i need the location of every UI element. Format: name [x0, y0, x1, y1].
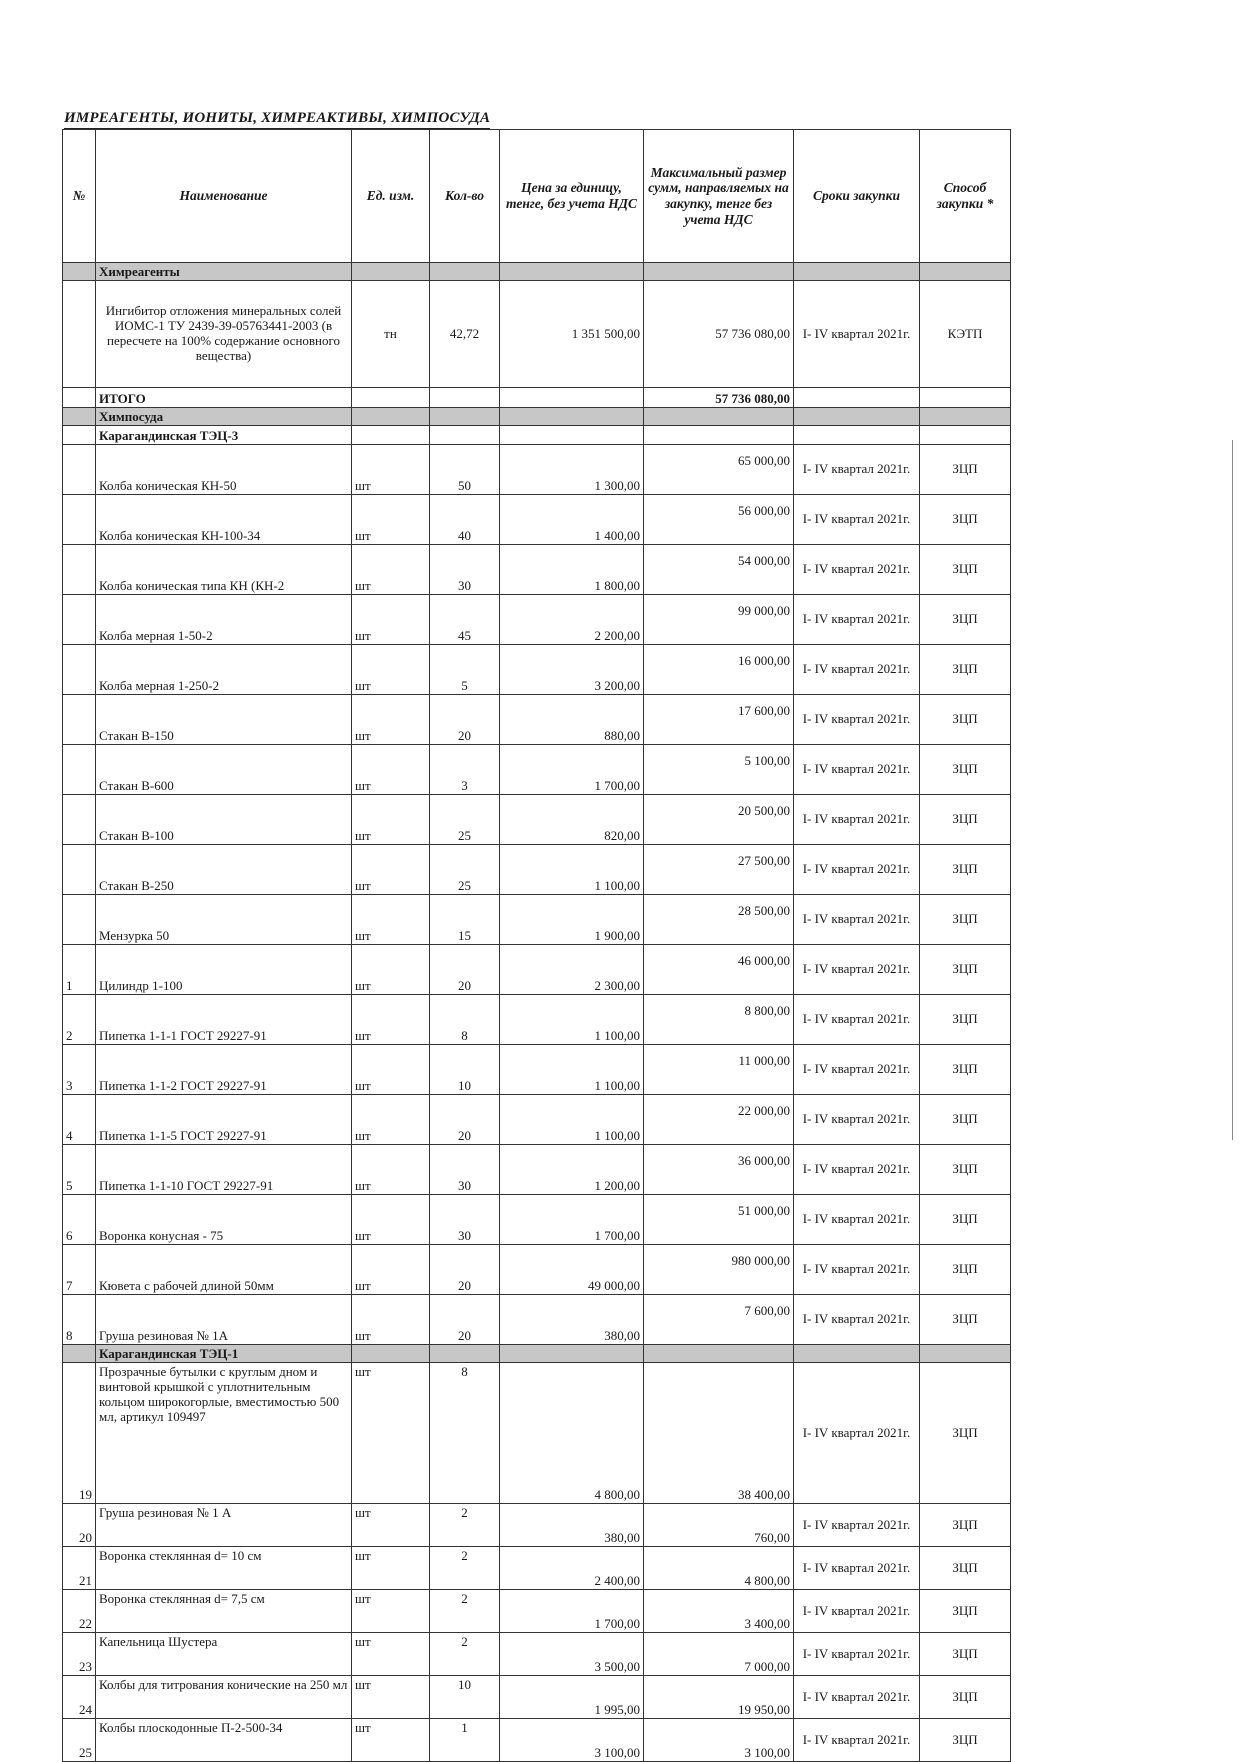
- item-method: ЗЦП: [920, 1547, 1011, 1590]
- item-method: ЗЦП: [920, 745, 1011, 795]
- item-price: 1 700,00: [500, 745, 644, 795]
- item-unit: шт: [352, 1590, 430, 1633]
- item-price: 2 400,00: [500, 1547, 644, 1590]
- item-method: ЗЦП: [920, 1633, 1011, 1676]
- item-qty: 15: [430, 895, 500, 945]
- header-num: №: [63, 130, 96, 263]
- item-max-sum: 38 400,00: [644, 1363, 794, 1504]
- item-num: [63, 445, 96, 495]
- item-max-sum: 22 000,00: [644, 1095, 794, 1145]
- item-price: 1 400,00: [500, 495, 644, 545]
- item-term: I- IV квартал 2021г.: [794, 1045, 920, 1095]
- item-qty: 2: [430, 1590, 500, 1633]
- item-qty: 30: [430, 1145, 500, 1195]
- item-max-sum: 5 100,00: [644, 745, 794, 795]
- item-method: ЗЦП: [920, 695, 1011, 745]
- item-unit: шт: [352, 645, 430, 695]
- table-row: [63, 1590, 1011, 1633]
- subsection-row-tec1: [63, 1345, 1011, 1363]
- item-num: [63, 745, 96, 795]
- item-name: Стакан В-250: [96, 845, 352, 895]
- item-term: I- IV квартал 2021г.: [794, 995, 920, 1045]
- procurement-table: [62, 129, 1011, 1762]
- item-name: Прозрачные бутылки с круглым дном и винтовой крышкой с уплотнительным кольцом широкогорлые, вместимостью 500 мл, артикул 109497: [96, 1363, 352, 1504]
- item-unit: шт: [352, 1295, 430, 1345]
- item-unit: тн: [352, 281, 430, 388]
- item-name: Колба коническая КН-50: [96, 445, 352, 495]
- item-price: 2 300,00: [500, 945, 644, 995]
- item-term: I- IV квартал 2021г.: [794, 1590, 920, 1633]
- table-row: [63, 1363, 1011, 1504]
- item-qty: 1: [430, 1719, 500, 1762]
- item-qty: 8: [430, 995, 500, 1045]
- item-price: 4 800,00: [500, 1363, 644, 1504]
- item-method: ЗЦП: [920, 1719, 1011, 1762]
- item-name: Колбы для титрования конические на 250 мл: [96, 1676, 352, 1719]
- item-qty: 3: [430, 745, 500, 795]
- item-name: Колба мерная 1-250-2: [96, 645, 352, 695]
- item-num: 2: [63, 995, 96, 1045]
- item-unit: шт: [352, 945, 430, 995]
- item-name: Капельница Шустера: [96, 1633, 352, 1676]
- item-term: I- IV квартал 2021г.: [794, 545, 920, 595]
- table-row: [63, 695, 1011, 745]
- item-unit: шт: [352, 995, 430, 1045]
- item-method: КЭТП: [920, 281, 1011, 388]
- item-unit: шт: [352, 1363, 430, 1504]
- item-price: 1 700,00: [500, 1195, 644, 1245]
- item-term: I- IV квартал 2021г.: [794, 1195, 920, 1245]
- item-qty: 50: [430, 445, 500, 495]
- item-max-sum: 46 000,00: [644, 945, 794, 995]
- item-num: [63, 595, 96, 645]
- header-price: Цена за единицу, тенге, без учета НДС: [500, 130, 644, 263]
- item-term: I- IV квартал 2021г.: [794, 845, 920, 895]
- table-header-row: [63, 130, 1011, 263]
- item-price: 1 995,00: [500, 1676, 644, 1719]
- item-unit: шт: [352, 845, 430, 895]
- item-max-sum: 54 000,00: [644, 545, 794, 595]
- item-price: 1 800,00: [500, 545, 644, 595]
- item-method: ЗЦП: [920, 1045, 1011, 1095]
- item-num: [63, 545, 96, 595]
- item-max-sum: 4 800,00: [644, 1547, 794, 1590]
- table-row: [63, 1045, 1011, 1095]
- item-max-sum: 11 000,00: [644, 1045, 794, 1095]
- table-row: [63, 845, 1011, 895]
- item-unit: шт: [352, 495, 430, 545]
- item-max-sum: 7 000,00: [644, 1633, 794, 1676]
- item-num: 19: [63, 1363, 96, 1504]
- item-term: I- IV квартал 2021г.: [794, 445, 920, 495]
- item-qty: 2: [430, 1504, 500, 1547]
- item-qty: 20: [430, 695, 500, 745]
- item-num: 24: [63, 1676, 96, 1719]
- item-term: I- IV квартал 2021г.: [794, 495, 920, 545]
- item-method: ЗЦП: [920, 595, 1011, 645]
- section-label: Химпосуда: [96, 408, 352, 426]
- item-num: [63, 695, 96, 745]
- total-row: [63, 388, 1011, 408]
- item-qty: 30: [430, 1195, 500, 1245]
- item-unit: шт: [352, 445, 430, 495]
- item-num: [63, 645, 96, 695]
- total-label: ИТОГО: [96, 388, 352, 408]
- item-num: [63, 895, 96, 945]
- item-num: 21: [63, 1547, 96, 1590]
- item-price: 1 100,00: [500, 995, 644, 1045]
- item-term: I- IV квартал 2021г.: [794, 595, 920, 645]
- item-term: I- IV квартал 2021г.: [794, 745, 920, 795]
- table-row: [63, 1195, 1011, 1245]
- item-max-sum: 980 000,00: [644, 1245, 794, 1295]
- item-term: I- IV квартал 2021г.: [794, 281, 920, 388]
- item-name: Стакан В-150: [96, 695, 352, 745]
- item-max-sum: 20 500,00: [644, 795, 794, 845]
- item-name: Стакан В-600: [96, 745, 352, 795]
- table-row: [63, 1504, 1011, 1547]
- header-qty: Кол-во: [430, 130, 500, 263]
- item-unit: шт: [352, 1145, 430, 1195]
- item-price: 3 500,00: [500, 1633, 644, 1676]
- table-row: [63, 1095, 1011, 1145]
- item-qty: 10: [430, 1045, 500, 1095]
- item-qty: 30: [430, 545, 500, 595]
- item-term: I- IV квартал 2021г.: [794, 1719, 920, 1762]
- item-method: ЗЦП: [920, 945, 1011, 995]
- item-unit: шт: [352, 1245, 430, 1295]
- item-price: 1 351 500,00: [500, 281, 644, 388]
- item-qty: 20: [430, 945, 500, 995]
- item-price: 49 000,00: [500, 1245, 644, 1295]
- table-row: [63, 645, 1011, 695]
- total-value: 57 736 080,00: [644, 388, 794, 408]
- header-max-sum: Максимальный размер сумм, направляемых на закупку, тенге без учета НДС: [644, 130, 794, 263]
- item-term: I- IV квартал 2021г.: [794, 945, 920, 995]
- item-name: Пипетка 1-1-10 ГОСТ 29227-91: [96, 1145, 352, 1195]
- item-qty: 8: [430, 1363, 500, 1504]
- item-qty: 45: [430, 595, 500, 645]
- item-method: ЗЦП: [920, 895, 1011, 945]
- item-qty: 20: [430, 1095, 500, 1145]
- subsection-label: Карагандинская ТЭЦ-1: [96, 1345, 352, 1363]
- item-num: 7: [63, 1245, 96, 1295]
- item-term: I- IV квартал 2021г.: [794, 1363, 920, 1504]
- item-method: ЗЦП: [920, 1504, 1011, 1547]
- item-max-sum: 7 600,00: [644, 1295, 794, 1345]
- item-num: [63, 495, 96, 545]
- item-qty: 20: [430, 1245, 500, 1295]
- item-max-sum: 99 000,00: [644, 595, 794, 645]
- table-row: [63, 795, 1011, 845]
- item-max-sum: 760,00: [644, 1504, 794, 1547]
- table-row: [63, 595, 1011, 645]
- item-qty: 10: [430, 1676, 500, 1719]
- item-price: 2 200,00: [500, 595, 644, 645]
- item-term: I- IV квартал 2021г.: [794, 695, 920, 745]
- item-term: I- IV квартал 2021г.: [794, 1547, 920, 1590]
- item-name: Груша резиновая № 1 А: [96, 1504, 352, 1547]
- item-qty: 25: [430, 795, 500, 845]
- item-qty: 2: [430, 1633, 500, 1676]
- header-name: Наименование: [96, 130, 352, 263]
- section-row-chem: [63, 263, 1011, 281]
- item-name: Воронка стеклянная d= 10 см: [96, 1547, 352, 1590]
- item-num: 6: [63, 1195, 96, 1245]
- item-unit: шт: [352, 745, 430, 795]
- item-num: 1: [63, 945, 96, 995]
- subsection-row-tec3: [63, 426, 1011, 445]
- item-unit: шт: [352, 545, 430, 595]
- item-name: Пипетка 1-1-2 ГОСТ 29227-91: [96, 1045, 352, 1095]
- item-unit: шт: [352, 1633, 430, 1676]
- section-row-glass: [63, 408, 1011, 426]
- item-max-sum: 36 000,00: [644, 1145, 794, 1195]
- item-qty: 20: [430, 1295, 500, 1345]
- item-name: Колба коническая типа КН (КН-2: [96, 545, 352, 595]
- item-num: [63, 845, 96, 895]
- item-method: ЗЦП: [920, 845, 1011, 895]
- item-num: [63, 795, 96, 845]
- table-row: [63, 945, 1011, 995]
- header-unit: Ед. изм.: [352, 130, 430, 263]
- item-qty: 42,72: [430, 281, 500, 388]
- item-method: ЗЦП: [920, 1195, 1011, 1245]
- item-name: Колба мерная 1-50-2: [96, 595, 352, 645]
- item-price: 820,00: [500, 795, 644, 845]
- item-num: 3: [63, 1045, 96, 1095]
- item-max-sum: 27 500,00: [644, 845, 794, 895]
- item-price: 880,00: [500, 695, 644, 745]
- item-method: ЗЦП: [920, 1363, 1011, 1504]
- item-price: 1 100,00: [500, 845, 644, 895]
- item-max-sum: 57 736 080,00: [644, 281, 794, 388]
- table-row: [63, 995, 1011, 1045]
- document-title: ИМРЕАГЕНТЫ, ИОНИТЫ, ХИМРЕАКТИВЫ, ХИМПОСУДА: [64, 110, 490, 129]
- section-label: Химреагенты: [96, 263, 352, 281]
- item-price: 1 900,00: [500, 895, 644, 945]
- item-method: ЗЦП: [920, 995, 1011, 1045]
- item-unit: шт: [352, 1045, 430, 1095]
- table-row: [63, 1676, 1011, 1719]
- item-method: ЗЦП: [920, 1676, 1011, 1719]
- item-term: I- IV квартал 2021г.: [794, 1245, 920, 1295]
- item-name: Колбы плоскодонные П-2-500-34: [96, 1719, 352, 1762]
- item-unit: шт: [352, 695, 430, 745]
- table-row: [63, 1245, 1011, 1295]
- table-row: [63, 495, 1011, 545]
- item-num: 22: [63, 1590, 96, 1633]
- item-unit: шт: [352, 1676, 430, 1719]
- item-method: ЗЦП: [920, 1295, 1011, 1345]
- item-name: Воронка стеклянная d= 7,5 см: [96, 1590, 352, 1633]
- item-term: I- IV квартал 2021г.: [794, 1295, 920, 1345]
- item-max-sum: 28 500,00: [644, 895, 794, 945]
- item-name: Кювета с рабочей длиной 50мм: [96, 1245, 352, 1295]
- table-row: [63, 1633, 1011, 1676]
- table-row: [63, 1547, 1011, 1590]
- item-price: 380,00: [500, 1295, 644, 1345]
- item-qty: 25: [430, 845, 500, 895]
- item-qty: 2: [430, 1547, 500, 1590]
- item-price: 380,00: [500, 1504, 644, 1547]
- item-term: I- IV квартал 2021г.: [794, 1095, 920, 1145]
- item-max-sum: 56 000,00: [644, 495, 794, 545]
- item-max-sum: 65 000,00: [644, 445, 794, 495]
- table-row: [63, 745, 1011, 795]
- item-num: 23: [63, 1633, 96, 1676]
- item-term: I- IV квартал 2021г.: [794, 645, 920, 695]
- item-num: 5: [63, 1145, 96, 1195]
- item-term: I- IV квартал 2021г.: [794, 1633, 920, 1676]
- item-max-sum: 8 800,00: [644, 995, 794, 1045]
- item-term: I- IV квартал 2021г.: [794, 1504, 920, 1547]
- item-method: ЗЦП: [920, 445, 1011, 495]
- item-term: I- IV квартал 2021г.: [794, 1676, 920, 1719]
- item-price: 3 200,00: [500, 645, 644, 695]
- item-price: 1 100,00: [500, 1095, 644, 1145]
- item-max-sum: 3 100,00: [644, 1719, 794, 1762]
- item-unit: шт: [352, 895, 430, 945]
- table-row: [63, 445, 1011, 495]
- item-max-sum: 16 000,00: [644, 645, 794, 695]
- item-num: 4: [63, 1095, 96, 1145]
- item-num: 20: [63, 1504, 96, 1547]
- item-max-sum: 19 950,00: [644, 1676, 794, 1719]
- item-max-sum: 3 400,00: [644, 1590, 794, 1633]
- table-row: [63, 895, 1011, 945]
- item-method: ЗЦП: [920, 1095, 1011, 1145]
- item-method: ЗЦП: [920, 1590, 1011, 1633]
- item-price: 1 700,00: [500, 1590, 644, 1633]
- item-method: ЗЦП: [920, 495, 1011, 545]
- table-row: [63, 1295, 1011, 1345]
- item-name: Пипетка 1-1-1 ГОСТ 29227-91: [96, 995, 352, 1045]
- scan-edge-line: [1232, 440, 1233, 1140]
- header-method: Способ закупки *: [920, 130, 1011, 263]
- item-price: 1 300,00: [500, 445, 644, 495]
- item-method: ЗЦП: [920, 1245, 1011, 1295]
- item-name: Ингибитор отложения минеральных солей ИОМС-1 ТУ 2439-39-05763441-2003 (в пересчете на 100% содержание основного вещества): [96, 281, 352, 388]
- item-unit: шт: [352, 1719, 430, 1762]
- item-method: ЗЦП: [920, 645, 1011, 695]
- item-qty: 5: [430, 645, 500, 695]
- item-method: ЗЦП: [920, 545, 1011, 595]
- item-unit: шт: [352, 1195, 430, 1245]
- item-price: 3 100,00: [500, 1719, 644, 1762]
- item-unit: шт: [352, 1547, 430, 1590]
- item-qty: 40: [430, 495, 500, 545]
- item-name: Мензурка 50: [96, 895, 352, 945]
- item-num: 25: [63, 1719, 96, 1762]
- item-unit: шт: [352, 795, 430, 845]
- item-unit: шт: [352, 595, 430, 645]
- item-name: Стакан В-100: [96, 795, 352, 845]
- item-unit: шт: [352, 1095, 430, 1145]
- item-name: Воронка конусная - 75: [96, 1195, 352, 1245]
- item-term: I- IV квартал 2021г.: [794, 895, 920, 945]
- table-row: [63, 1145, 1011, 1195]
- item-term: I- IV квартал 2021г.: [794, 795, 920, 845]
- table-row: [63, 545, 1011, 595]
- table-row: [63, 281, 1011, 388]
- item-name: Цилиндр 1-100: [96, 945, 352, 995]
- item-name: Груша резиновая № 1А: [96, 1295, 352, 1345]
- item-name: Колба коническая КН-100-34: [96, 495, 352, 545]
- item-method: ЗЦП: [920, 795, 1011, 845]
- item-term: I- IV квартал 2021г.: [794, 1145, 920, 1195]
- item-price: 1 200,00: [500, 1145, 644, 1195]
- item-num: 8: [63, 1295, 96, 1345]
- item-price: 1 100,00: [500, 1045, 644, 1095]
- subsection-label: Карагандинская ТЭЦ-3: [96, 426, 352, 445]
- item-max-sum: 51 000,00: [644, 1195, 794, 1245]
- item-unit: шт: [352, 1504, 430, 1547]
- item-method: ЗЦП: [920, 1145, 1011, 1195]
- item-name: Пипетка 1-1-5 ГОСТ 29227-91: [96, 1095, 352, 1145]
- header-term: Сроки закупки: [794, 130, 920, 263]
- item-max-sum: 17 600,00: [644, 695, 794, 745]
- table-row: [63, 1719, 1011, 1762]
